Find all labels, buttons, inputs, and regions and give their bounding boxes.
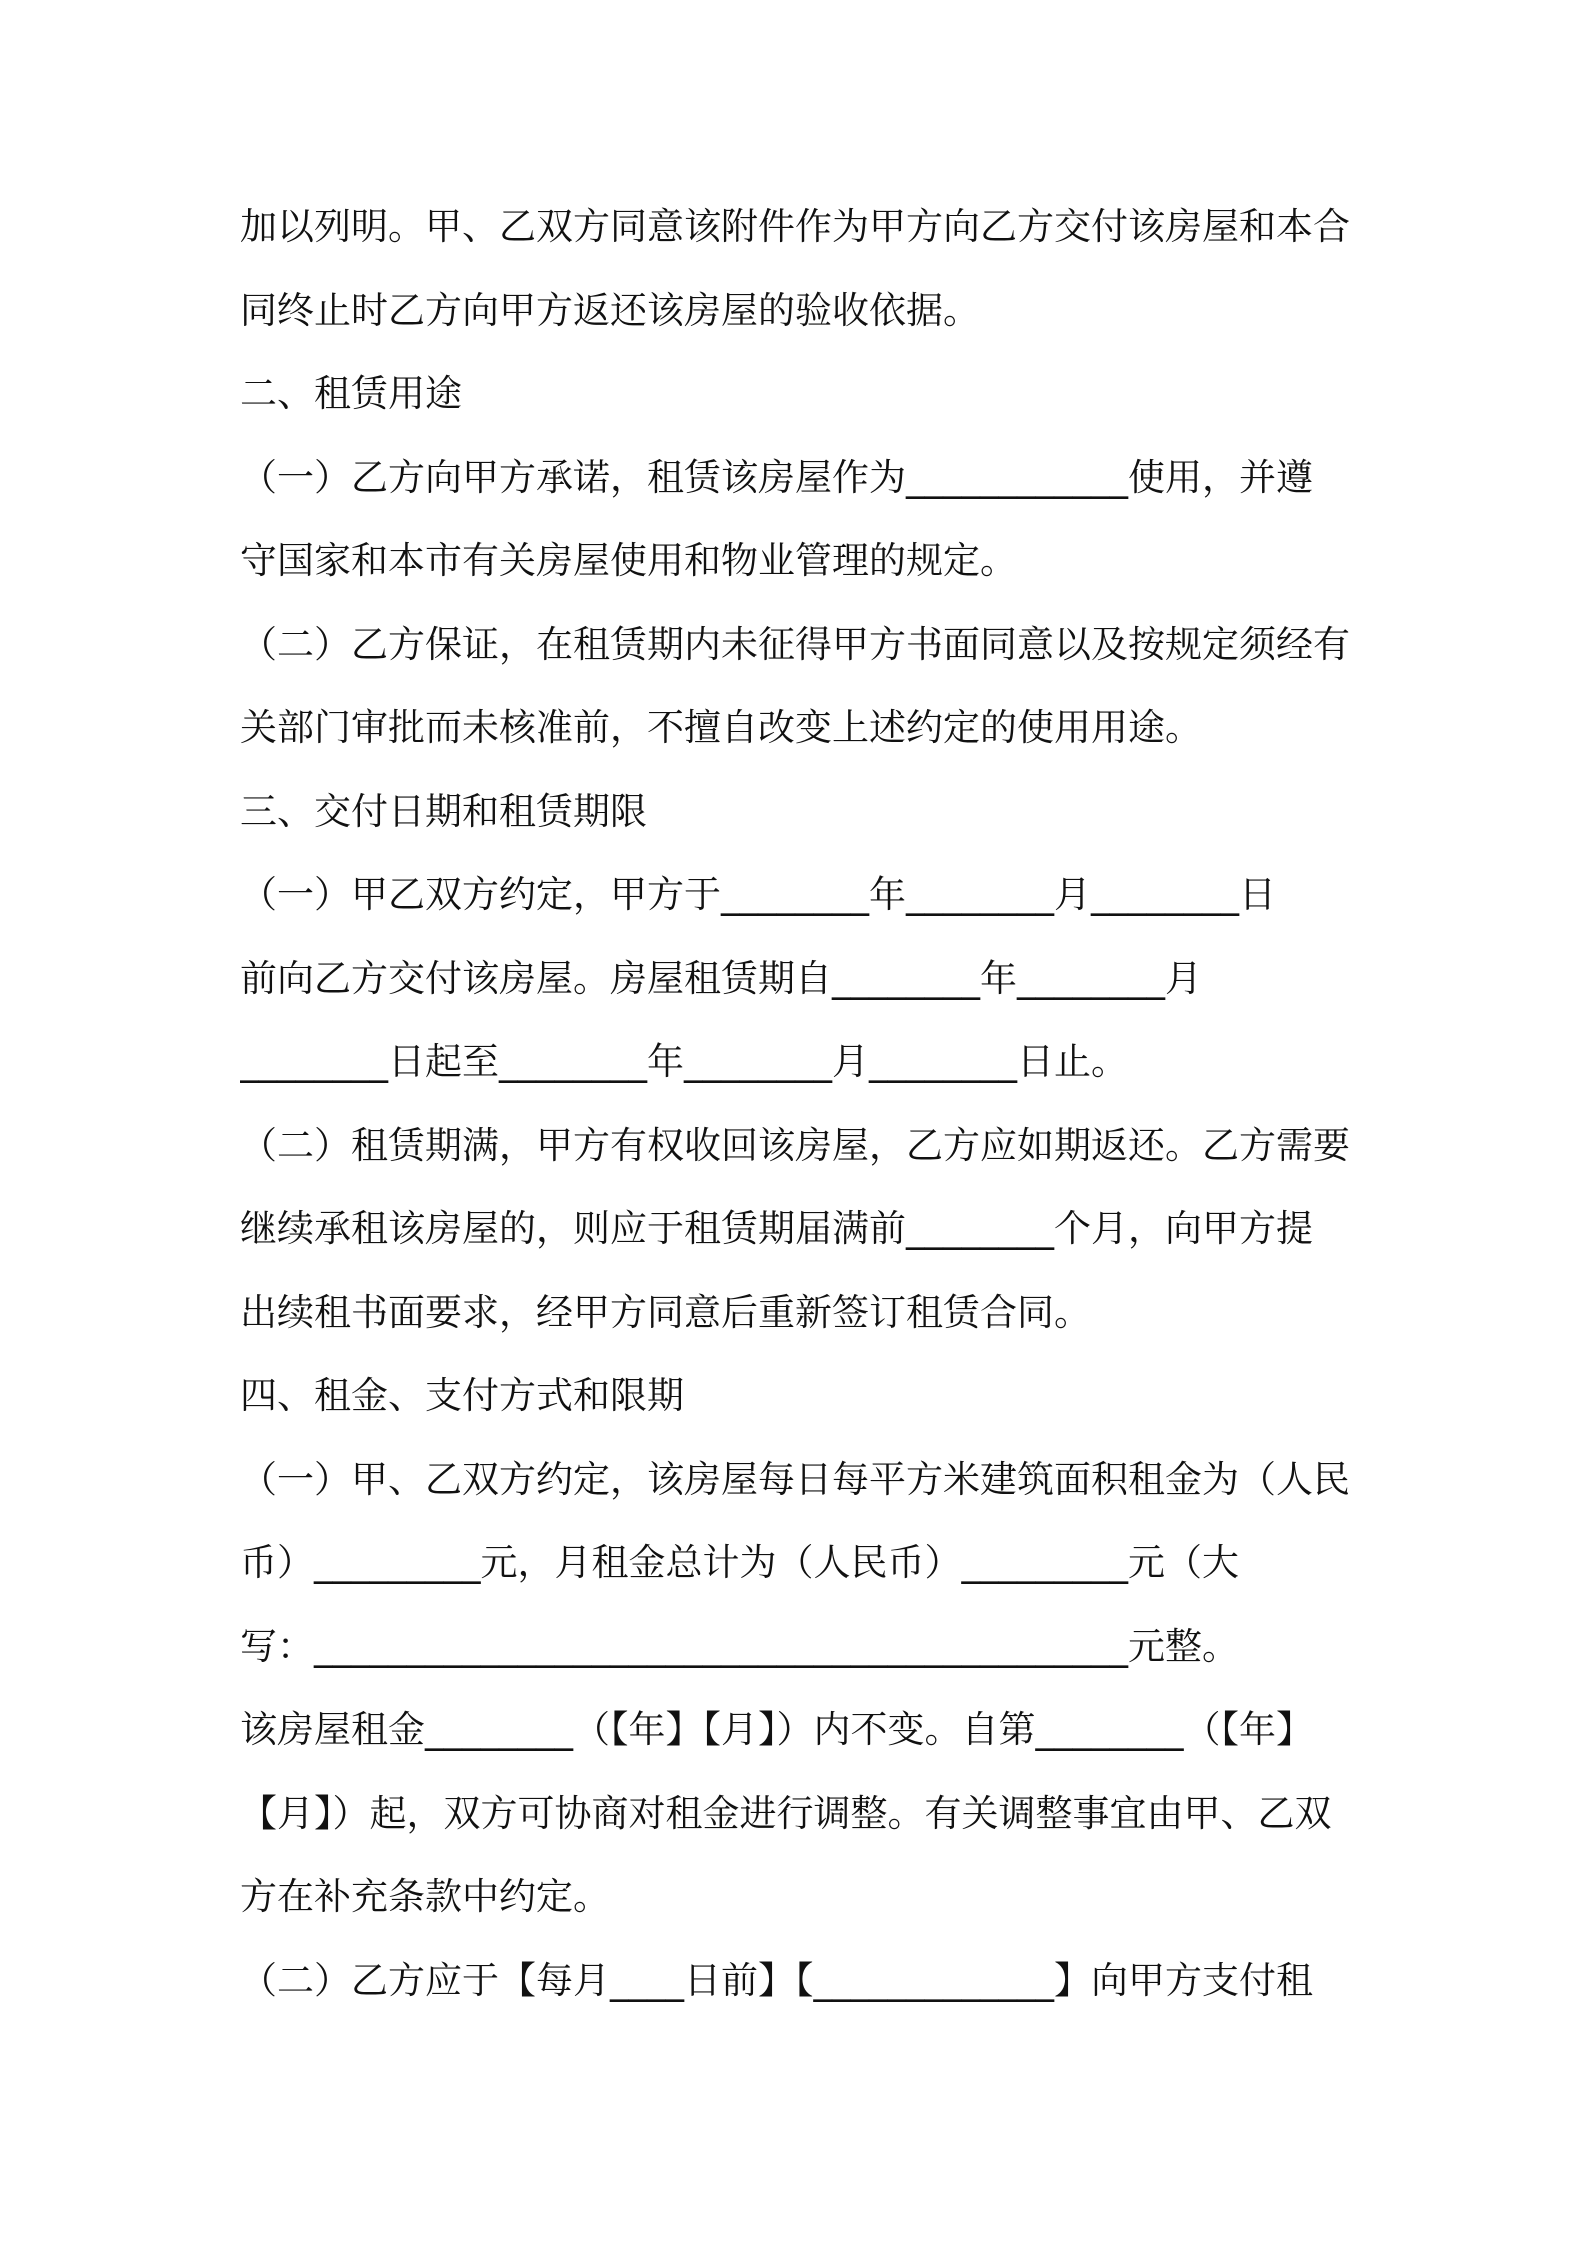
section-heading: 四、租金、支付方式和限期 [240,1374,684,1417]
text-line: （一）乙方向甲方承诺，租赁该房屋作为____________使用，并遵 [240,455,1313,499]
text-line: （二）乙方应于【每月____日前】【_____________】向甲方支付租 [240,1958,1313,2002]
text-line: （二）乙方保证，在租赁期内未征得甲方书面同意以及按规定须经有 [240,622,1350,666]
section-heading: 二、租赁用途 [240,372,462,415]
text-line: 继续承租该房屋的，则应于租赁期届满前________个月，向甲方提 [240,1207,1313,1250]
text-line: 加以列明。甲、乙双方同意该附件作为甲方向乙方交付该房屋和本合 [240,205,1350,248]
text-line: 方在补充条款中约定。 [240,1875,610,1918]
section-heading: 三、交付日期和租赁期限 [240,789,647,833]
text-line: 币）_________元，月租金总计为（人民币）_________元（大 [240,1541,1239,1584]
contract-body [240,185,1360,2022]
text-line: 守国家和本市有关房屋使用和物业管理的规定。 [240,539,1017,582]
text-line: 出续租书面要求，经甲方同意后重新签订租赁合同。 [240,1290,1091,1334]
text-line: ________日起至________年________月________日止。 [240,1040,1128,1083]
text-line: （二）租赁期满，甲方有权收回该房屋，乙方应如期返还。乙方需要 [240,1123,1350,1167]
text-line: （一）甲、乙双方约定，该房屋每日每平方米建筑面积租金为（人民 [240,1457,1350,1501]
text-line: 【月】）起，双方可协商对租金进行调整。有关调整事宜由甲、乙双 [240,1791,1332,1835]
text-line: 前向乙方交付该房屋。房屋租赁期自________年________月 [240,956,1202,1000]
text-line: 写：____________________________________________元整。 [240,1624,1239,1668]
text-line: 关部门审批而未核准前，不擅自改变上述约定的使用用途。 [240,706,1202,749]
text-line: 该房屋租金________（【年】【月】）内不变。自第________（【年】 [240,1708,1313,1751]
text-line: 同终止时乙方向甲方返还该房屋的验收依据。 [240,288,980,332]
text-line: （一）甲乙双方约定，甲方于________年________月________日 [240,873,1276,916]
